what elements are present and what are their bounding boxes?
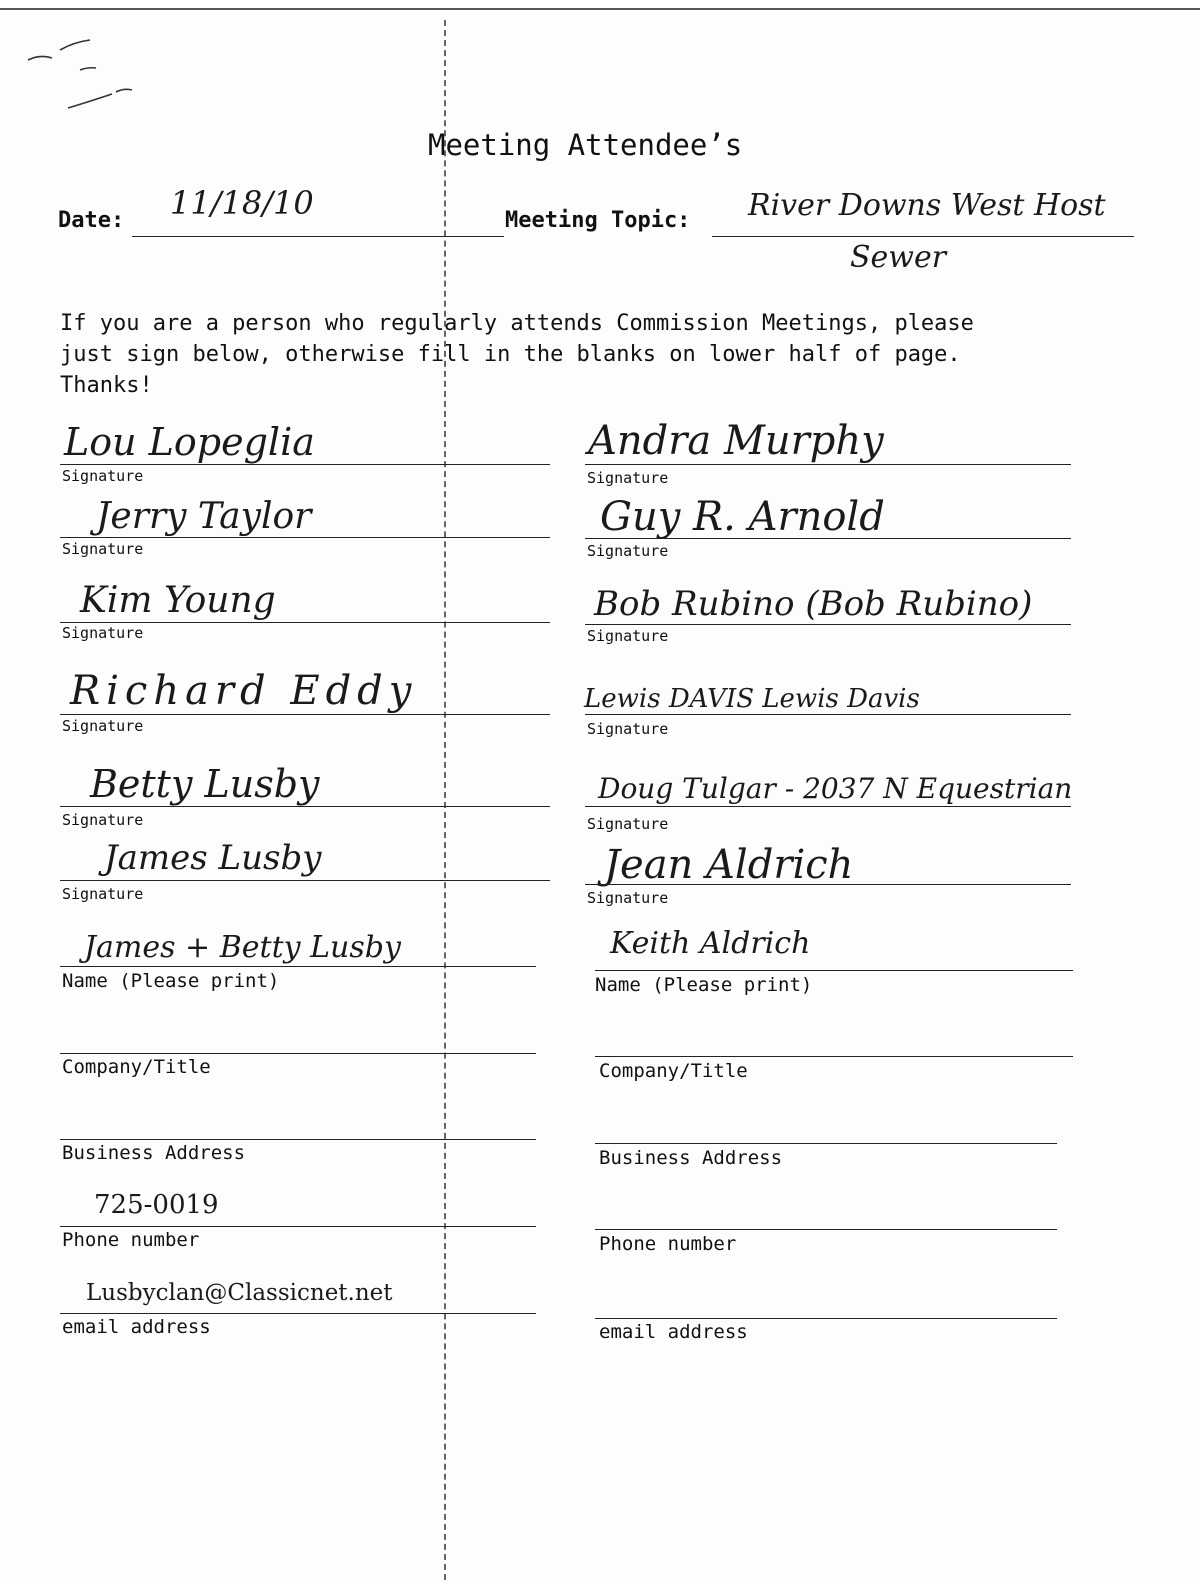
right-name-value: Keith Aldrich bbox=[610, 926, 811, 961]
signature-line-right-4 bbox=[585, 714, 1071, 715]
meeting-topic-label: Meeting Topic: bbox=[505, 208, 691, 233]
signature-right-3: Bob Rubino (Bob Rubino) bbox=[594, 584, 1033, 624]
center-fold-line bbox=[444, 20, 446, 1580]
signature-left-1: Lou Lopeglia bbox=[64, 420, 315, 464]
signature-line-right-3 bbox=[585, 624, 1071, 625]
right-phone-label: Phone number bbox=[599, 1233, 737, 1255]
signature-label-left-6: Signature bbox=[62, 885, 144, 903]
left-company-line bbox=[60, 1053, 536, 1054]
left-name-line bbox=[60, 966, 536, 967]
left-email-label: email address bbox=[62, 1316, 211, 1338]
signature-label-right-6: Signature bbox=[587, 889, 669, 907]
signature-line-left-2 bbox=[60, 537, 550, 538]
meeting-topic-value-line1: River Downs West Host bbox=[748, 188, 1106, 223]
signature-line-right-6 bbox=[585, 884, 1071, 885]
meeting-topic-line bbox=[712, 236, 1134, 237]
left-phone-label: Phone number bbox=[62, 1229, 200, 1251]
right-email-label: email address bbox=[599, 1321, 748, 1343]
signature-label-right-1: Signature bbox=[587, 469, 669, 487]
signature-left-3: Kim Young bbox=[80, 580, 276, 621]
signature-line-left-6 bbox=[60, 880, 550, 881]
signature-label-right-5: Signature bbox=[587, 815, 669, 833]
signature-right-4: Lewis DAVIS Lewis Davis bbox=[584, 684, 920, 714]
stray-pen-marks bbox=[20, 30, 150, 130]
signature-label-right-4: Signature bbox=[587, 720, 669, 738]
signature-right-6: Jean Aldrich bbox=[604, 842, 854, 888]
left-address-label: Business Address bbox=[62, 1142, 246, 1164]
left-company-label: Company/Title bbox=[62, 1056, 211, 1078]
signature-line-left-3 bbox=[60, 622, 550, 623]
left-address-line bbox=[60, 1139, 536, 1140]
instructions-line-2: just sign below, otherwise fill in the blanks on lower half of page. bbox=[60, 342, 961, 367]
right-name-label: Name (Please print) bbox=[595, 974, 813, 996]
signature-line-left-1 bbox=[60, 464, 550, 465]
page-top-edge bbox=[0, 8, 1200, 10]
signature-line-right-1 bbox=[585, 464, 1071, 465]
signature-label-right-2: Signature bbox=[587, 542, 669, 560]
signature-left-2: Jerry Taylor bbox=[96, 496, 312, 537]
signature-line-right-2 bbox=[585, 538, 1071, 539]
signature-right-1: Andra Murphy bbox=[588, 418, 884, 464]
signature-label-left-1: Signature bbox=[62, 467, 144, 485]
signature-label-left-2: Signature bbox=[62, 540, 144, 558]
signature-line-right-5 bbox=[585, 806, 1071, 807]
right-company-label: Company/Title bbox=[599, 1060, 748, 1082]
left-name-label: Name (Please print) bbox=[62, 970, 280, 992]
date-label: Date: bbox=[58, 208, 125, 233]
left-phone-value: 725-0019 bbox=[94, 1190, 219, 1220]
left-phone-line bbox=[60, 1226, 536, 1227]
signature-right-2: Guy R. Arnold bbox=[600, 494, 885, 540]
signature-left-6: James Lusby bbox=[104, 838, 322, 878]
left-email-line bbox=[60, 1313, 536, 1314]
right-address-line bbox=[595, 1143, 1057, 1144]
instructions-line-1: If you are a person who regularly attends Commission Meetings, please bbox=[60, 311, 974, 336]
signature-right-5: Doug Tulgar - 2037 N Equestrian bbox=[598, 772, 1073, 805]
signature-line-left-5 bbox=[60, 806, 550, 807]
signature-left-4: Richard Eddy bbox=[70, 668, 418, 714]
signature-line-left-4 bbox=[60, 714, 550, 715]
signature-label-right-3: Signature bbox=[587, 627, 669, 645]
left-email-value: Lusbyclan@Classicnet.net bbox=[86, 1280, 393, 1306]
right-email-line bbox=[595, 1318, 1057, 1319]
date-line bbox=[132, 236, 504, 237]
date-value: 11/18/10 bbox=[170, 184, 314, 222]
signature-label-left-4: Signature bbox=[62, 717, 144, 735]
signature-label-left-3: Signature bbox=[62, 624, 144, 642]
signature-left-5: Betty Lusby bbox=[90, 762, 320, 806]
form-title: Meeting Attendee’s bbox=[428, 128, 743, 162]
meeting-topic-value-line2: Sewer bbox=[850, 240, 947, 275]
signature-label-left-5: Signature bbox=[62, 811, 144, 829]
left-name-value: James + Betty Lusby bbox=[84, 930, 401, 965]
instructions-line-3: Thanks! bbox=[60, 373, 153, 398]
right-company-line bbox=[595, 1056, 1073, 1057]
right-address-label: Business Address bbox=[599, 1147, 783, 1169]
right-phone-line bbox=[595, 1229, 1057, 1230]
right-name-line bbox=[595, 970, 1073, 971]
